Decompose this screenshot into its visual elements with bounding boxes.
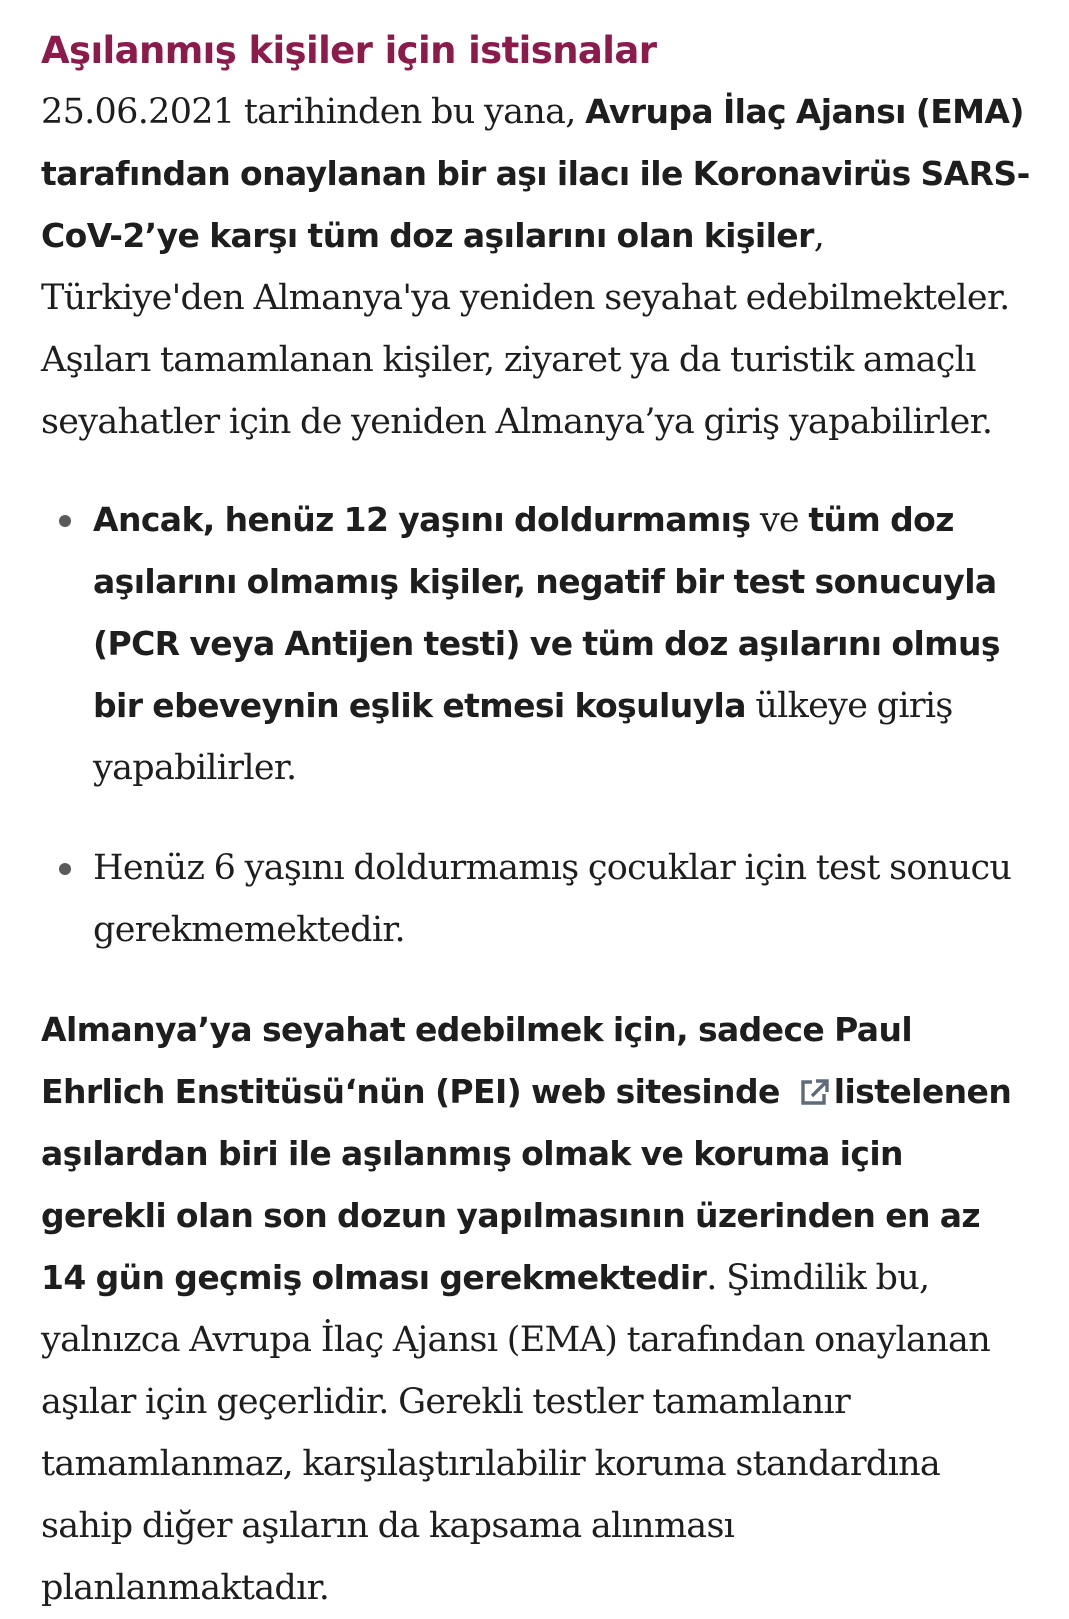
item1-text-1: ve — [750, 500, 809, 540]
pei-vaccine-list-link[interactable]: listelenen aşılardan — [41, 1072, 1012, 1173]
item1-bold-1: Ancak, henüz 12 yaşını doldurmamış — [93, 500, 751, 539]
intro-text-2: , Türkiye'den Almanya'ya yeniden seyahat edebilmekteler. Aşıları tamamlanan kişiler, ziyaret ya da turistik amaçlı seyahatler için de yeniden Almanya’ya giriş yapabilirler. — [41, 216, 1010, 442]
item1-text-2: ülkeye giriş yapabilirler. — [93, 686, 953, 788]
intro-paragraph — [41, 81, 1031, 453]
list-item — [41, 837, 1031, 961]
intro-bold-1: Avrupa İlaç Ajansı (EMA) tarafından onaylanan bir aşı ilacı ile Koronavirüs SARS-CoV-2’ye karşı tüm doz aşılarını olan kişiler — [41, 92, 1030, 255]
closing-paragraph — [41, 999, 1031, 1619]
section-heading: Aşılanmış kişiler için istisnalar — [41, 29, 657, 72]
conditions-list — [41, 489, 1031, 961]
closing-text-1: . Şimdilik bu, yalnızca Avrupa İlaç Ajansı (EMA) tarafından onaylanan aşılar için geçerlidir. Gerekli testler tamamlanır tamamlanmaz, karşılaştırılabilir koruma standardına sahip diğer aşıların da kapsama alınması planlanmaktadır. — [41, 1258, 991, 1608]
bullet-dot — [59, 515, 71, 527]
item2-text-1: Henüz 6 yaşını doldurmamış çocuklar için test sonucu gerekmemektedir. — [93, 848, 1012, 950]
intro-text-1: 25.06.2021 tarihinden bu yana, — [41, 92, 586, 132]
closing-bold-1: Almanya’ya seyahat edebilmek için, sadece Paul Ehrlich Enstitüsü‘nün (PEI) web sitesinde — [41, 1010, 913, 1111]
external-link-icon[interactable] — [800, 1078, 830, 1106]
closing-bold-2: biri ile aşılanmış olmak ve koruma için gerekli olan son dozun yapılmasının üzerinden en az 14 gün geçmiş olması gerekmektedir — [41, 1134, 981, 1297]
bullet-dot — [59, 863, 71, 875]
item1-bold-2: tüm doz aşılarını olmamış kişiler, negatif bir test sonucuyla (PCR veya Antijen testi) ve tüm doz aşılarını olmuş bir ebeveynin eşlik etmesi koşuluyla — [93, 500, 1000, 725]
list-item — [41, 489, 1031, 799]
article — [41, 22, 1031, 1619]
